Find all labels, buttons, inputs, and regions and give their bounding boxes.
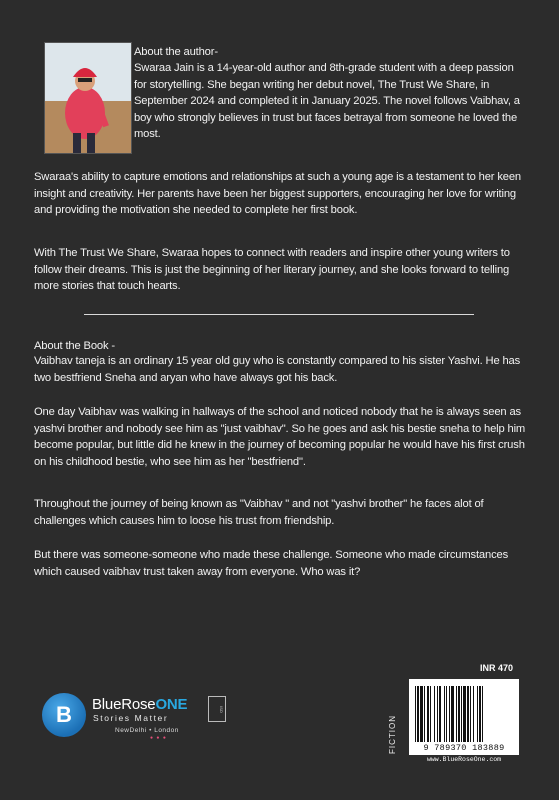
book-blurb-paragraph: Throughout the journey of being known as "Vaibhav " and not "yashvi brother" he faces alot of challenges which causes him to loose his trust from friendship. [34,498,484,527]
publisher-website: www.BlueRoseOne.com [426,756,502,763]
author-photo [44,42,132,154]
barcode-bar [446,686,447,742]
barcode-bar [437,686,438,742]
author-bio-paragraph: With The Trust We Share, Swaraa hopes to connect with readers and inspire other young writers to follow their dreams. This is just the beginning of her literary journey, and she looks forward to telling more stories that touch hearts. [34,247,510,292]
publisher-tagline: Stories Matter [93,713,169,723]
author-bio-paragraph: Swaraa Jain is a 14-year-old author and 8th-grade student with a deep passion for storytelling. She began writing her debut novel, The Trust We Share, in September 2024 and completed it in January 2025. The novel follows Vaibhav, a boy who strongly believes in trust but faces betrayal from someone he loved the most. [134,62,520,140]
barcode-bar [444,686,445,742]
barcode-bar [427,686,429,742]
genre-label: FICTION [388,715,397,754]
section-divider [84,314,474,315]
barcode-bar [417,686,419,742]
barcode-bars [415,686,513,742]
author-bio-paragraph: Swaraa's ability to capture emotions and relationships at such a young age is a testament to her keen insight and creativity. Her parents have been her biggest supporters, encouraging her love for writing and providing the motivation she needed to complete her first book. [34,171,521,216]
barcode-bar [479,686,481,742]
isbn-number: 9 789370 183889 [423,743,505,753]
barcode-bar [456,686,457,742]
author-heading: About the author- [134,46,218,58]
author-photo-illustration [45,43,131,153]
barcode-bar [477,686,478,742]
book-blurb-paragraph: Vaibhav taneja is an ordinary 15 year old guy who is constantly compared to his sister Yashvi. He has two bestfriend Sneha and aryan who have always got his back. [34,355,521,384]
barcode-bar [439,686,441,742]
social-icons: ● ● ● [150,735,167,741]
barcode-bar [458,686,460,742]
barcode-bar [461,686,462,742]
publisher-name-accent: ONE [155,696,188,713]
barcode-bar [424,686,425,742]
barcode-bar [470,686,471,742]
publisher-logo-letter: B [56,702,72,727]
barcode-bar [473,686,474,742]
barcode-bar [449,686,450,742]
publisher-name [92,696,187,714]
publisher-name-main: BlueRose [92,696,156,713]
barcode-bar [430,686,431,742]
barcode-bar [463,686,466,742]
book-blurb-paragraph: But there was someone-someone who made these challenge. Someone who made circumstances which caused vaibhav trust taken away from everyone. Who was it? [34,549,509,578]
barcode-bar [415,686,416,742]
book-blurb-paragraph: One day Vaibhav was walking in hallways of the school and noticed nobody that he is always seen as yashvi brother and nobody see him as "just vaibhav". So he goes and ask his bestie sneha to help him become popular, but little did he knew in the journey of becoming popular he would have his first crush on his childhood bestie, who see him as her "bestfriend". [34,406,526,468]
barcode-bar [434,686,435,742]
price-label: INR 470 [480,663,514,673]
barcode-bar [451,686,454,742]
barcode-bar [482,686,483,742]
barcode-bar [420,686,423,742]
publisher-cities: NewDelhi • London [115,727,179,734]
barcode-bar [467,686,469,742]
book-heading: About the Book - [34,340,115,352]
publisher-stamp-icon: ISO [208,696,226,722]
